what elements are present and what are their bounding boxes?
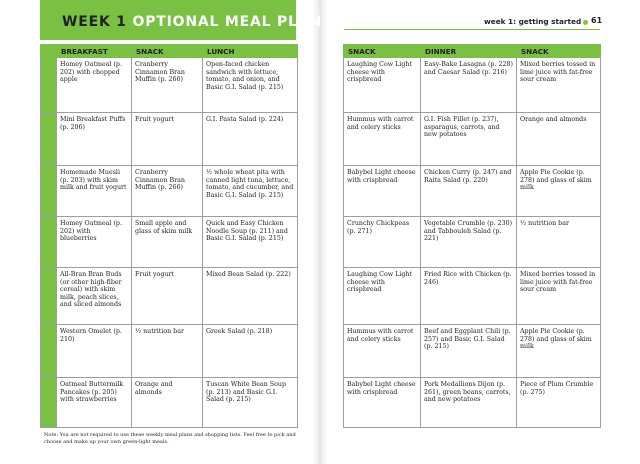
- table-cell: Beef and Eggplant Chili (p. 257) and Basic G.I. Salad (p. 215): [421, 325, 517, 378]
- table-cell: ½ nutrition bar: [132, 325, 203, 378]
- day-cell: [41, 217, 57, 268]
- table-header-row: [344, 45, 601, 58]
- page-title-week: WEEK 1: [62, 14, 127, 30]
- table-row: [41, 58, 298, 113]
- table-cell: Oatmeal Buttermilk Pancakes (p. 205) with strawberries: [57, 378, 132, 428]
- table-cell: Open-faced chicken sandwich with lettuce, tomato, and onion, and Basic G.I. Salad (p. 215): [203, 58, 298, 113]
- table-cell: Fruit yogurt: [132, 268, 203, 325]
- table-row: [344, 113, 601, 166]
- table-cell: Cranberry Cinnamon Bran Muffin (p. 266): [132, 58, 203, 113]
- table-cell: G.I. Pasta Salad (p. 224): [203, 113, 298, 166]
- table-cell: Tuscan White Bean Soup (p. 213) and Basic G.I. Salad (p. 215): [203, 378, 298, 428]
- bullet-dot-icon: [583, 20, 588, 25]
- table-cell: Apple Pie Cookie (p. 278) and glass of skim milk: [517, 166, 601, 217]
- table-cell: Apple Pie Cookie (p. 278) and glass of skim milk: [517, 325, 601, 378]
- table-row: [41, 268, 298, 325]
- page-title-rest: OPTIONAL MEAL PLAN: [132, 14, 322, 30]
- table-row: [344, 325, 601, 378]
- table-cell: Cranberry Cinnamon Bran Muffin (p. 266): [132, 166, 203, 217]
- table-row: [344, 166, 601, 217]
- column-header-dinner: DINNER: [421, 45, 517, 58]
- table-cell: Vegetable Crumble (p. 230) and Tabbouleh Salad (p. 221): [421, 217, 517, 268]
- table-cell: Western Omelet (p. 210): [57, 325, 132, 378]
- table-cell: Mixed berries tossed in lime juice with fat-free sour cream: [517, 268, 601, 325]
- table-row: [41, 113, 298, 166]
- column-header-breakfast: BREAKFAST: [57, 45, 132, 58]
- table-cell: Babybel Light cheese with crispbread: [344, 378, 421, 428]
- book-gutter: [312, 0, 328, 464]
- table-cell: Quick and Easy Chicken Noodle Soup (p. 211) and Basic G.I. Salad (p. 215): [203, 217, 298, 268]
- column-header-snack: SNACK: [517, 45, 601, 58]
- table-cell: Mixed berries tossed in lime juice with fat-free sour cream: [517, 58, 601, 113]
- day-cell: [41, 113, 57, 166]
- table-row: [41, 217, 298, 268]
- table-cell: Homemade Muesli (p. 203) with skim milk and fruit yogurt: [57, 166, 132, 217]
- table-cell: Fruit yogurt: [132, 113, 203, 166]
- day-cell: [41, 268, 57, 325]
- day-cell: [41, 166, 57, 217]
- left-meal-table: [40, 44, 298, 428]
- day-column-header: [41, 45, 57, 58]
- column-header-snack: SNACK: [132, 45, 203, 58]
- table-cell: Pork Medallions Dijon (p. 261), green beans, carrots, and new potatoes: [421, 378, 517, 428]
- table-cell: ½ whole wheat pita with canned light tuna, lettuce, tomato, and cucumber, and Basic G.I. Salad (p. 215): [203, 166, 298, 217]
- table-cell: Small apple and glass of skim milk: [132, 217, 203, 268]
- table-cell: Homey Oatmeal (p. 202) with blueberries: [57, 217, 132, 268]
- table-cell: Orange and almonds: [517, 113, 601, 166]
- table-cell: Greek Salad (p. 218): [203, 325, 298, 378]
- table-cell: ½ nutrition bar: [517, 217, 601, 268]
- table-cell: Homey Oatmeal (p. 202) with chopped apple: [57, 58, 132, 113]
- table-cell: Hummus with carrot and celery sticks: [344, 325, 421, 378]
- table-cell: All-Bran Bran Buds (or other high-fiber cereal) with skim milk, peach slices, and sliced almonds: [57, 268, 132, 325]
- table-cell: Mixed Bean Salad (p. 222): [203, 268, 298, 325]
- table-cell: Mini Breakfast Puffs (p. 206): [57, 113, 132, 166]
- table-cell: Babybel Light cheese with crispbread: [344, 166, 421, 217]
- table-cell: G.I. Fish Fillet (p. 237), asparagus, carrots, and new potatoes: [421, 113, 517, 166]
- table-cell: Hummus with carrot and celery sticks: [344, 113, 421, 166]
- table-row: [41, 325, 298, 378]
- table-row: [344, 217, 601, 268]
- column-header-lunch: LUNCH: [203, 45, 298, 58]
- day-cell: [41, 325, 57, 378]
- table-cell: Laughing Cow Light cheese with crispbread: [344, 268, 421, 325]
- running-header: week 1: getting started: [484, 17, 582, 26]
- table-cell: Crunchy Chickpeas (p. 271): [344, 217, 421, 268]
- day-cell: [41, 58, 57, 113]
- table-cell: Orange and almonds: [132, 378, 203, 428]
- page-title: [62, 14, 322, 30]
- table-row: [344, 268, 601, 325]
- table-row: [344, 58, 601, 113]
- table-header-row: [41, 45, 298, 58]
- footnote: Note: You are not required to use these weekly meal plans and shopping lists. Feel free to pick and choose and make up your own green-light meals.: [44, 432, 296, 445]
- header-rule: [344, 29, 600, 30]
- table-cell: Laughing Cow Light cheese with crispbread: [344, 58, 421, 113]
- right-meal-table: [343, 44, 601, 428]
- table-cell: Chicken Curry (p. 247) and Raita Salad (p. 220): [421, 166, 517, 217]
- table-cell: Piece of Plum Crumble (p. 275): [517, 378, 601, 428]
- column-header-snack: SNACK: [344, 45, 421, 58]
- day-cell: [41, 378, 57, 428]
- table-cell: Easy-Bake Lasagna (p. 228) and Caesar Salad (p. 216): [421, 58, 517, 113]
- page-number: 61: [591, 16, 603, 25]
- table-row: [41, 378, 298, 428]
- table-cell: Fried Rice with Chicken (p. 246): [421, 268, 517, 325]
- table-row: [41, 166, 298, 217]
- table-row: [344, 378, 601, 428]
